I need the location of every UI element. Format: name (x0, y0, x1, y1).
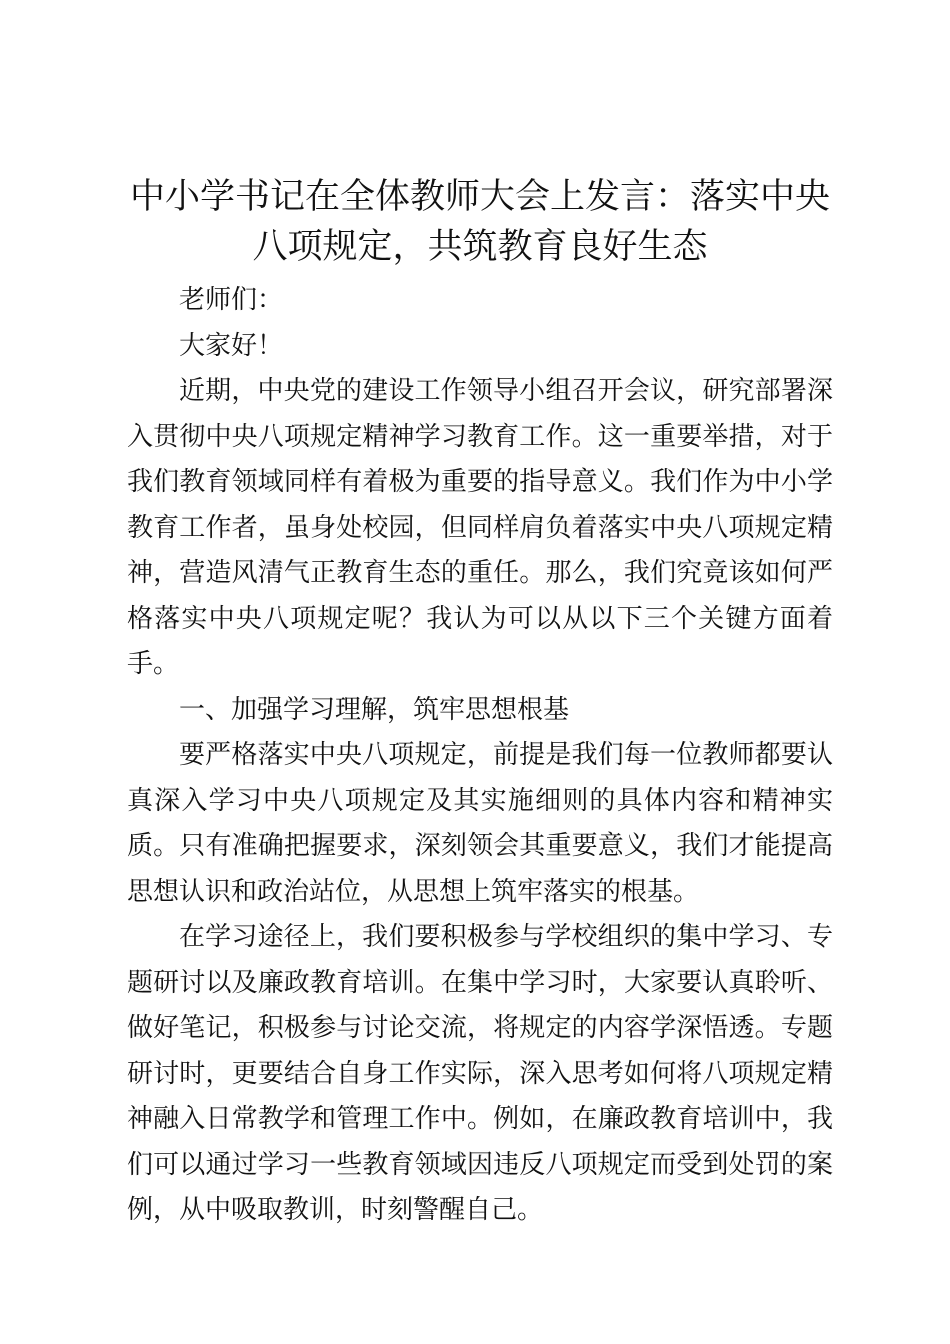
salutation: 老师们： (179, 285, 284, 315)
body-paragraph: 近期，中央党的建设工作领导小组召开会议，研究部署深入贯彻中央八项规定精神学习教育工作。这一重要举措，对于我们教育领域同样有着极为重要的指导意义。我们作为中小学教育工作者，虽身处校园，但同样肩负着落实中央八项规定精神，营造风清气正教育生态的重任。那么，我们究竟该如何严格落实中央八项规定呢？我认为可以从以下三个关键方面着手。 (127, 376, 833, 679)
section-heading: 一、加强学习理解，筑牢思想根基 (179, 694, 570, 725)
body-paragraph: 要严格落实中央八项规定，前提是我们每一位教师都要认真深入学习中央八项规定及其实施细则的具体内容和精神实质。只有准确把握要求，深刻领会其重要意义，我们才能提高思想认识和政治站位，从思想上筑牢落实的根基。 (127, 740, 833, 907)
greeting: 大家好！ (179, 330, 284, 361)
document-title: 中小学书记在全体教师大会上发言：落实中央八项规定，共筑教育良好生态 (129, 177, 830, 267)
document-body (127, 278, 833, 1234)
body-paragraph: 在学习途径上，我们要积极参与学校组织的集中学习、专题研讨以及廉政教育培训。在集中学习时，大家要认真聆听、做好笔记，积极参与讨论交流，将规定的内容学深悟透。专题研讨时，更要结合自身工作实际，深入思考如何将八项规定精神融入日常教学和管理工作中。例如，在廉政教育培训中，我们可以通过学习一些教育领域因违反八项规定而受到处罚的案例，从中吸取教训，时刻警醒自己。 (127, 922, 833, 1225)
